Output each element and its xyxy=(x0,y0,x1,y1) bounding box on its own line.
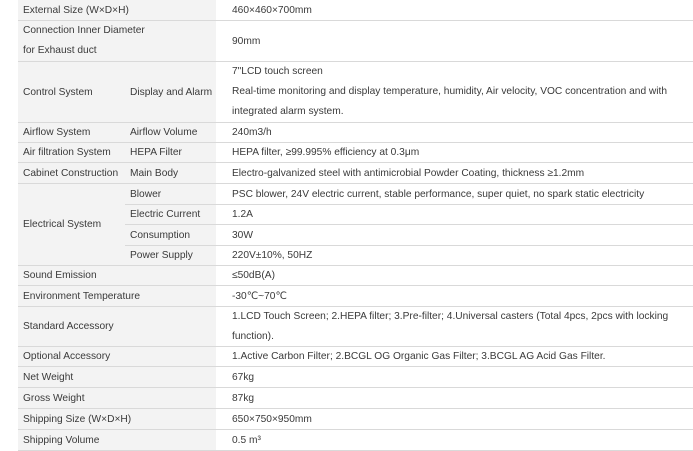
spec-label-line: for Exhaust duct xyxy=(23,45,97,56)
spec-value-line: function). xyxy=(232,330,274,342)
spec-sublabel: Airflow Volume xyxy=(130,127,198,138)
spec-value: 67kg xyxy=(216,367,693,387)
spec-label: Standard Accessory xyxy=(23,321,114,332)
spec-row-connection xyxy=(18,21,693,62)
spec-row-cabinet xyxy=(18,163,693,184)
spec-value xyxy=(216,307,693,346)
spec-value-line: 1.LCD Touch Screen; 2.HEPA filter; 3.Pre-filter; 4.Universal casters (Total 4pcs, 2pcs with locking xyxy=(232,310,669,322)
spec-sublabel: Electric Current xyxy=(130,209,201,220)
spec-value: 87kg xyxy=(216,388,693,408)
spec-label: Environment Temperature xyxy=(23,290,141,302)
spec-sublabel: Power Supply xyxy=(130,250,193,261)
spec-label: External Size (W×D×H) xyxy=(23,4,129,16)
spec-sublabel: Main Body xyxy=(130,167,179,179)
spec-row-air-filtration xyxy=(18,143,693,163)
spec-subrow-current xyxy=(125,205,693,225)
spec-row-environment xyxy=(18,286,693,307)
spec-row-shipping-volume xyxy=(18,430,693,451)
spec-value: Electro-galvanized steel with antimicrobial Powder Coating, thickness ≥1.2mm xyxy=(216,163,693,183)
spec-row-control-system xyxy=(18,62,693,123)
spec-row-standard-accessory xyxy=(18,307,693,347)
spec-value: 30W xyxy=(216,225,693,245)
spec-value: ≤50dB(A) xyxy=(216,266,693,285)
spec-label: Electrical System xyxy=(23,219,102,230)
spec-sublabel: Display and Alarm xyxy=(130,86,213,98)
spec-value: 240m3/h xyxy=(216,123,693,142)
spec-row-external-size xyxy=(18,0,693,21)
spec-value: PSC blower, 24V electric current, stable performance, super quiet, no spark static electricity xyxy=(216,184,693,204)
spec-subrows xyxy=(125,184,693,265)
spec-label: Shipping Volume xyxy=(23,434,100,446)
spec-value-line: Real-time monitoring and display temperature, humidity, Air velocity, VOC concentration and with xyxy=(232,86,668,97)
spec-value: 220V±10%, 50HZ xyxy=(216,246,693,265)
spec-value-line: 7"LCD touch screen xyxy=(232,66,323,77)
spec-table xyxy=(18,0,693,451)
spec-sublabel: Blower xyxy=(130,188,162,200)
spec-row-optional-accessory xyxy=(18,347,693,367)
spec-value: 1.Active Carbon Filter; 2.BCGL OG Organic Gas Filter; 3.BCGL AG Acid Gas Filter. xyxy=(216,347,693,366)
spec-row-airflow xyxy=(18,123,693,143)
spec-value-line: integrated alarm system. xyxy=(232,106,344,117)
spec-subrow-consumption xyxy=(125,225,693,246)
spec-label-line: Connection Inner Diameter xyxy=(23,25,145,36)
spec-subrow-blower xyxy=(125,184,693,205)
spec-sublabel: Consumption xyxy=(130,229,191,241)
spec-label: Airflow System xyxy=(23,127,91,138)
spec-value: 90mm xyxy=(216,21,693,61)
spec-label xyxy=(18,21,216,61)
spec-label: Optional Accessory xyxy=(23,351,111,362)
spec-row-gross-weight xyxy=(18,388,693,409)
spec-row-net-weight xyxy=(18,367,693,388)
spec-value: 0.5 m³ xyxy=(216,430,693,450)
spec-label: Cabinet Construction xyxy=(23,167,119,179)
spec-row-shipping-size xyxy=(18,409,693,430)
spec-value: 650×750×950mm xyxy=(216,409,693,429)
spec-label: Shipping Size (W×D×H) xyxy=(23,413,132,425)
spec-value xyxy=(216,62,693,122)
spec-label: Gross Weight xyxy=(23,392,85,404)
spec-subrow-power xyxy=(125,246,693,265)
spec-sublabel: HEPA Filter xyxy=(130,147,182,158)
spec-label: Sound Emission xyxy=(23,270,97,281)
spec-value: 1.2A xyxy=(216,205,693,224)
spec-label: Air filtration System xyxy=(23,147,111,158)
spec-value: 460×460×700mm xyxy=(216,0,693,20)
spec-row-sound xyxy=(18,266,693,286)
spec-label: Net Weight xyxy=(23,371,74,383)
spec-value: HEPA filter, ≥99.995% efficiency at 0.3μm xyxy=(216,143,693,162)
spec-value: -30℃~70℃ xyxy=(216,286,693,306)
spec-label: Control System xyxy=(23,86,93,98)
spec-group-electrical xyxy=(18,184,693,266)
